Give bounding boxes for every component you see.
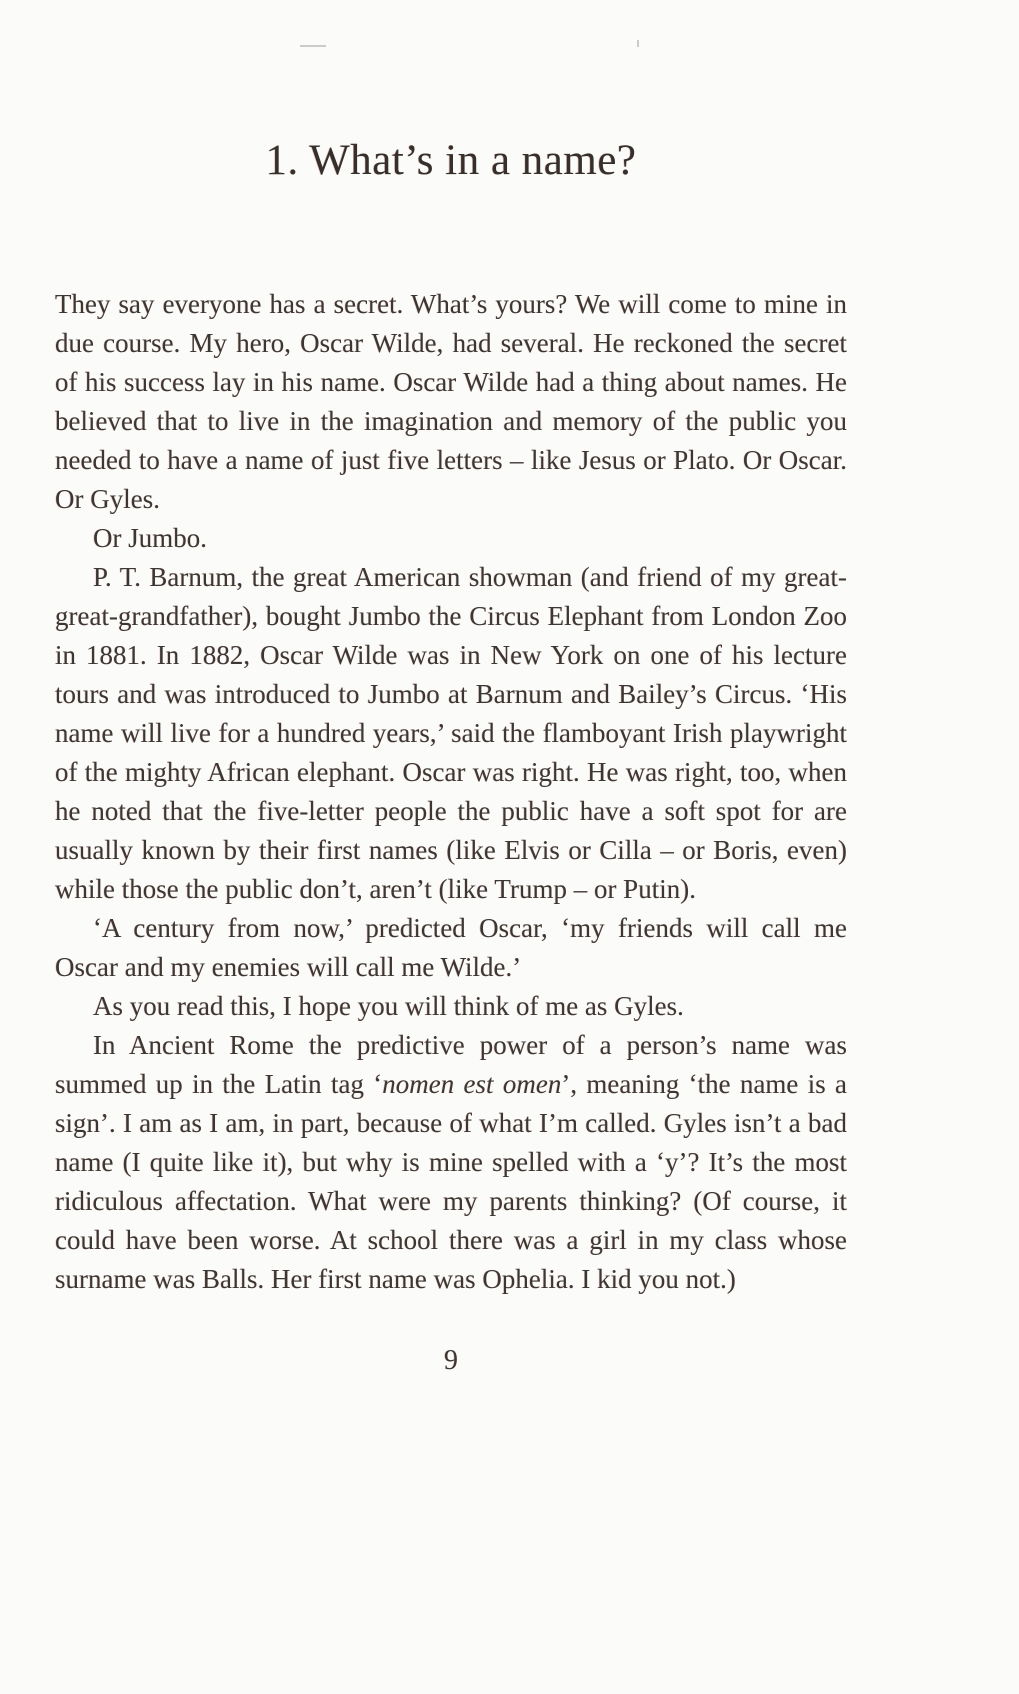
body-text	[55, 285, 847, 1299]
paragraph	[55, 1026, 847, 1299]
paragraph: ‘A century from now,’ predicted Oscar, ‘my friends will call me Oscar and my enemies will call me Wilde.’	[55, 913, 847, 982]
chapter-title: 1. What’s in a name?	[265, 137, 637, 184]
paragraph: P. T. Barnum, the great American showman (and friend of my great-great-grandfather), bought Jumbo the Circus Elephant from London Zoo in 1881. In 1882, Oscar Wilde was in New York on one of his lecture tours and was introduced to Jumbo at Barnum and Bailey’s Circus. ‘His name will live for a hundred years,’ said the flamboyant Irish playwright of the mighty African elephant. Oscar was right. He was right, too, when he noted that the five-letter people the public have a soft spot for are usually known by their first names (like Elvis or Cilla – or Boris, even) while those the public don’t, aren’t (like Trump – or Putin).	[55, 562, 847, 904]
paragraph: As you read this, I hope you will think of me as Gyles.	[93, 991, 684, 1021]
book-page	[55, 0, 847, 1694]
paragraph: Or Jumbo.	[93, 523, 207, 553]
page-number: 9	[444, 1345, 458, 1376]
paragraph-segment: ’, meaning ‘the name is a sign’. I am as I am, in part, because of what I’m called. Gyles isn’t a bad name (I quite like it), but why is mine spelled with a ‘y’? It’s the most ridiculous affectation. What were my parents thinking? (Of course, it could have been worse. At school there was a girl in my class whose surname was Balls. Her first name was Ophelia. I kid you not.)	[55, 1069, 848, 1294]
latin-phrase: nomen est omen	[382, 1069, 562, 1099]
paragraph: They say everyone has a secret. What’s yours? We will come to mine in due course. My hero, Oscar Wilde, had several. He reckoned the secret of his success lay in his name. Oscar Wilde had a thing about names. He believed that to live in the imagination and memory of the public you needed to have a name of just five letters – like Jesus or Plato. Or Oscar. Or Gyles.	[55, 289, 847, 514]
paragraph-segment: In Ancient Rome the predictive power of a person’s name was summed up in the Latin tag ‘	[55, 1030, 847, 1099]
